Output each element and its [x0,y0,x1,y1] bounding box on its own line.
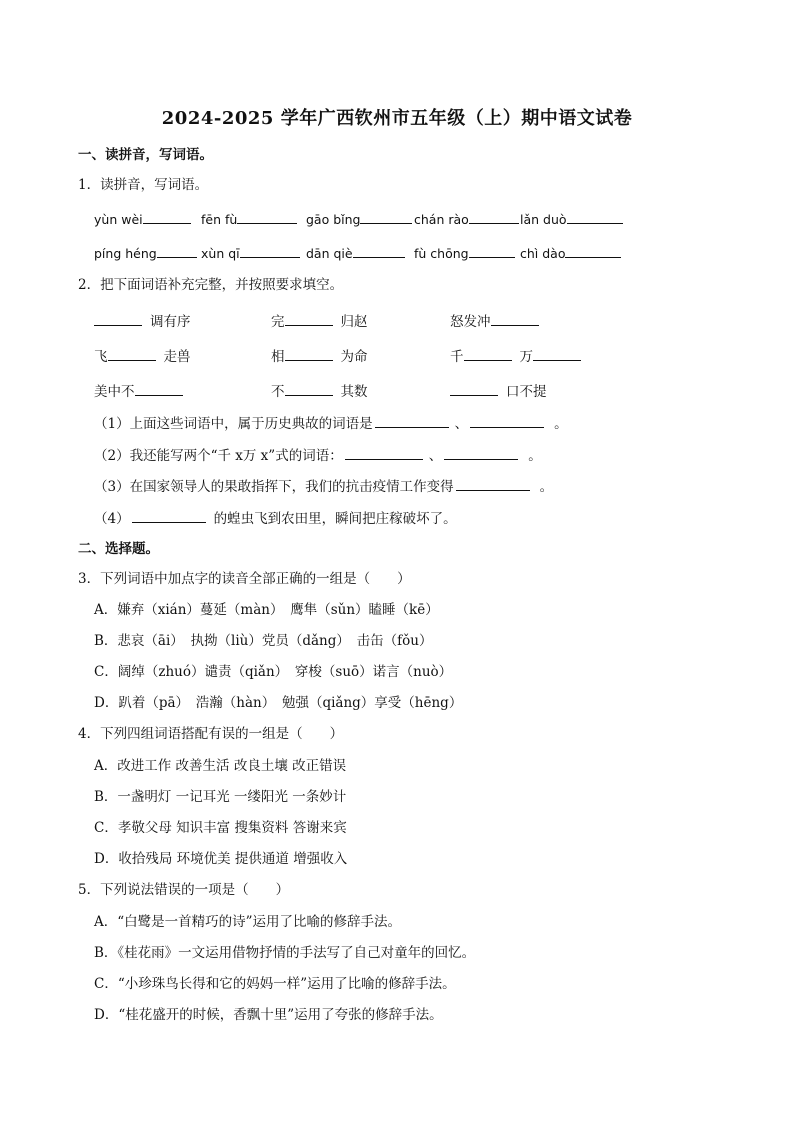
answer-blank[interactable] [157,243,197,258]
page-title: 2024-2025 学年广西钦州市五年级（上）期中语文试卷 [161,108,633,129]
question-3-label: 3．下列词语中加点字的读音全部正确的一组是（ ） [78,571,411,587]
option-c[interactable]: C．阔绰（zhuó）谴责（qiǎn） 穿梭（suō）诺言（nuò） [94,664,453,680]
idiom-item [94,346,191,366]
pinyin-text: fēn fù [201,212,238,227]
idiom-item [271,346,368,366]
period: 。 [539,479,554,495]
idiom-item [271,311,368,331]
answer-blank[interactable] [135,381,183,396]
pinyin-item [414,209,519,229]
pinyin-text: dān qiè [306,246,353,261]
sub-question-text: 的蝗虫飞到农田里，瞬间把庄稼破坏了。 [213,511,457,527]
idiom-text: 万 [519,349,533,365]
answer-blank[interactable] [491,311,539,326]
option-b[interactable]: B．一盏明灯 一记耳光 一缕阳光 一条妙计 [94,789,347,805]
question-4-label: 4．下列四组词语搭配有误的一组是（ ） [78,726,344,742]
sub-question-text: （3）在国家领导人的果敢指挥下，我们的抗击疫情工作变得 [94,479,454,495]
section-heading-1: 一、读拼音，写词语。 [78,147,213,163]
sub-question-2 [94,445,542,465]
answer-blank[interactable] [450,381,498,396]
pinyin-text: píng héng [94,246,157,261]
idiom-text: 完 [271,314,285,330]
pinyin-text: yùn wèi [94,212,143,227]
idiom-text: 为命 [340,349,368,365]
period: 。 [554,416,568,432]
question-5-label: 5．下列说法错误的一项是（ ） [78,882,290,898]
answer-blank[interactable] [345,445,423,460]
idiom-text: 其数 [340,384,368,400]
option-a[interactable]: A．“白鹭是一首精巧的诗”运用了比喻的修辞手法。 [94,914,402,930]
pinyin-item [94,209,191,229]
idiom-text: 美中不 [94,384,135,400]
pinyin-item [201,209,297,229]
idiom-item [94,381,183,401]
idiom-text: 口不提 [506,384,547,400]
pinyin-text: gāo bǐng [306,212,361,227]
answer-blank[interactable] [464,346,512,361]
answer-blank[interactable] [240,243,300,258]
idiom-text: 不 [271,384,285,400]
option-d[interactable]: D．“桂花盛开的时候，香飘十里”运用了夸张的修辞手法。 [94,1007,443,1023]
idiom-item [94,311,191,331]
answer-blank[interactable] [565,243,621,258]
idiom-text: 归赵 [340,314,368,330]
answer-blank[interactable] [143,209,191,224]
separator: 、 [428,448,443,464]
pinyin-text: lǎn duò [520,212,567,227]
idiom-text: 千 [450,349,464,365]
sub-question-text: （1）上面这些词语中，属于历史典故的词语是 [94,416,373,432]
answer-blank[interactable] [469,243,515,258]
idiom-item [450,311,539,331]
option-a[interactable]: A．嫌弃（xián）蔓延（màn） 鹰隼（sǔn）瞌睡（kē） [94,602,439,618]
period: 。 [528,448,542,464]
pinyin-item [201,243,300,263]
sub-question-1 [94,413,568,433]
answer-blank[interactable] [375,413,449,428]
sub-question-4 [94,508,457,528]
question-1-label: 1．读拼音，写词语。 [78,177,209,193]
answer-blank[interactable] [237,209,297,224]
answer-blank[interactable] [469,209,519,224]
idiom-item [450,381,547,401]
section-heading-2: 二、选择题。 [78,541,159,557]
pinyin-item [520,209,623,229]
idiom-item [450,346,581,366]
option-a[interactable]: A．改进工作 改善生活 改良土壤 改正错误 [94,758,347,774]
option-c[interactable]: C．孝敬父母 知识丰富 搜集资料 答谢来宾 [94,820,347,836]
answer-blank[interactable] [567,209,623,224]
answer-blank[interactable] [94,311,142,326]
option-b[interactable]: B．悲哀（āi） 执拗（liù）党员（dǎng） 击缶（fǒu） [94,633,433,649]
sub-question-text: （2）我还能写两个“千 x万 x”式的词语： [94,448,343,464]
option-d[interactable]: D．趴着（pā） 浩瀚（hàn） 勉强（qiǎng）享受（hēng） [94,695,463,711]
pinyin-item [94,243,197,263]
pinyin-text: chán rào [414,212,469,227]
pinyin-item [306,243,405,263]
pinyin-item [306,209,412,229]
pinyin-item [520,243,621,263]
answer-blank[interactable] [360,209,412,224]
pinyin-text: fù chōng [414,246,469,261]
idiom-text: 飞 [94,349,108,365]
option-b[interactable]: B．《桂花雨》一文运用借物抒情的手法写了自己对童年的回忆。 [94,945,476,961]
sub-question-3 [94,476,553,496]
answer-blank[interactable] [108,346,156,361]
answer-blank[interactable] [353,243,405,258]
idiom-text: 调有序 [150,314,191,330]
idiom-item [271,381,368,401]
idiom-text: 走兽 [163,349,191,365]
answer-blank[interactable] [456,476,530,491]
separator: 、 [454,416,469,432]
answer-blank[interactable] [285,381,333,396]
answer-blank[interactable] [470,413,544,428]
option-c[interactable]: C．“小珍珠鸟长得和它的妈妈一样”运用了比喻的修辞手法。 [94,976,456,992]
option-d[interactable]: D．收拾残局 环境优美 提供通道 增强收入 [94,851,348,867]
answer-blank[interactable] [533,346,581,361]
idiom-text: 怒发冲 [450,314,491,330]
sub-question-number: （4） [94,511,130,527]
pinyin-item [414,243,515,263]
answer-blank[interactable] [132,508,206,523]
answer-blank[interactable] [444,445,518,460]
pinyin-text: xùn qī [201,246,240,261]
question-2-label: 2．把下面词语补充完整，并按照要求填空。 [78,277,344,293]
idiom-text: 相 [271,349,285,365]
answer-blank[interactable] [285,346,333,361]
pinyin-text: chì dào [520,246,566,261]
answer-blank[interactable] [285,311,333,326]
